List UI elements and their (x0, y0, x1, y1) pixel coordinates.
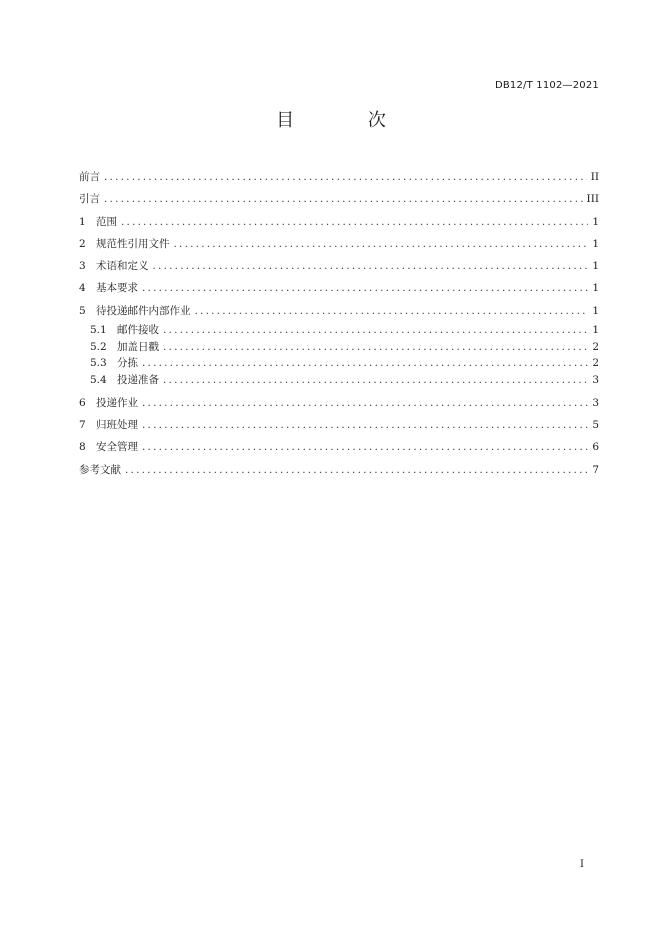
toc-entry-label: 参考文献 (79, 463, 121, 476)
toc-entry-page: 1 (592, 282, 599, 295)
toc-entry-number: 1 (79, 215, 86, 228)
toc-entry[interactable] (79, 188, 599, 210)
toc-entry-page: 3 (592, 374, 599, 387)
toc-entry-number: 5.3 (90, 357, 107, 370)
toc-leader-dots (142, 414, 588, 436)
toc-entry-label: 术语和定义 (96, 260, 149, 273)
toc-entry[interactable] (79, 233, 599, 255)
toc-entry-number: 8 (79, 441, 86, 454)
toc-leader-dots (142, 436, 588, 458)
toc-entry-number: 6 (79, 396, 86, 409)
toc-entry-page: 1 (592, 237, 599, 250)
page-number: I (580, 859, 584, 870)
toc-entry-page: III (586, 193, 599, 206)
toc-entry-label: 前言 (79, 171, 100, 183)
toc-entry[interactable] (79, 414, 599, 436)
toc-entry-page: 1 (592, 260, 599, 273)
toc-entry-label: 引言 (79, 193, 100, 206)
toc-entry-number: 3 (79, 260, 86, 273)
toc-entry-number: 2 (79, 237, 86, 250)
toc-entry[interactable] (79, 459, 599, 481)
toc-entry[interactable] (79, 436, 599, 458)
toc-leader-dots (142, 355, 588, 372)
toc-entry-label: 归班处理 (96, 419, 138, 432)
toc-leader-dots (174, 233, 589, 255)
toc-entry-label: 邮件接收 (117, 324, 159, 337)
toc-entry-label: 范围 (96, 215, 117, 228)
page-title: 目 次 (276, 110, 420, 131)
toc-entry[interactable] (79, 255, 599, 277)
toc-entry[interactable] (79, 339, 599, 356)
toc-leader-dots (163, 322, 588, 339)
toc-entry-page: 7 (592, 463, 599, 476)
document-code: DB12/T 1102—2021 (494, 80, 599, 91)
toc-entry-label: 投递准备 (117, 374, 159, 387)
toc-entry[interactable] (79, 392, 599, 414)
toc-entry-number: 4 (79, 282, 86, 295)
toc-entry-page: 3 (592, 396, 599, 409)
toc-leader-dots (104, 166, 587, 188)
toc-entry-label: 安全管理 (96, 441, 138, 454)
toc-entry-label: 待投递邮件内部作业 (96, 304, 191, 317)
toc-entry[interactable] (79, 300, 599, 322)
toc-entry-label: 分拣 (117, 357, 138, 370)
toc-entry-label: 基本要求 (96, 282, 138, 295)
toc-entry-number: 5.4 (90, 374, 107, 387)
toc-entry[interactable] (79, 372, 599, 389)
toc-entry-number: 7 (79, 419, 86, 432)
toc-leader-dots (142, 277, 588, 299)
toc-entry[interactable] (79, 355, 599, 372)
toc-leader-dots (195, 300, 589, 322)
toc-entry-number: 5.1 (90, 324, 107, 337)
toc-entry-page: 6 (592, 441, 599, 454)
toc-leader-dots (142, 392, 588, 414)
toc-leader-dots (121, 211, 588, 233)
toc-entry-page: 1 (592, 324, 599, 337)
toc-entry-number: 5.2 (90, 340, 107, 353)
toc-entry[interactable] (79, 211, 599, 233)
toc-entry-page: 1 (592, 215, 599, 228)
toc-leader-dots (125, 459, 588, 481)
toc-entry-page: 1 (592, 304, 599, 317)
toc-leader-dots (104, 188, 583, 210)
toc-leader-dots (163, 372, 588, 389)
toc-entry-page: II (590, 171, 599, 183)
toc-entry-label: 投递作业 (96, 396, 138, 409)
table-of-contents (79, 166, 599, 481)
toc-entry-page: 2 (592, 340, 599, 353)
toc-leader-dots (153, 255, 589, 277)
toc-entry-number: 5 (79, 304, 86, 317)
toc-entry-page: 2 (592, 357, 599, 370)
toc-entry[interactable] (79, 166, 599, 188)
toc-entry-page: 5 (592, 419, 599, 432)
toc-entry-label: 加盖日戳 (117, 340, 159, 353)
toc-entry[interactable] (79, 277, 599, 299)
toc-entry-label: 规范性引用文件 (96, 237, 170, 250)
toc-leader-dots (163, 339, 588, 356)
toc-entry[interactable] (79, 322, 599, 339)
